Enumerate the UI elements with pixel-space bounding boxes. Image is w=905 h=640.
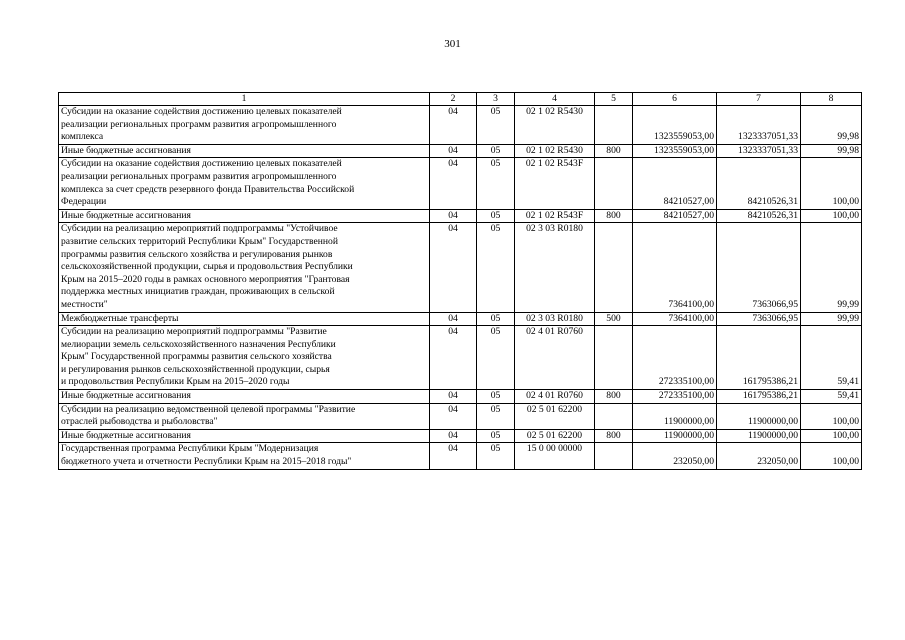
planned-amount-cell: 84210527,00	[633, 158, 717, 209]
executed-amount-cell: 84210526,31	[717, 158, 801, 209]
subsection-code-cell: 05	[477, 106, 515, 145]
column-header-5: 5	[595, 93, 633, 106]
table-row	[59, 326, 862, 390]
execution-percent-cell: 100,00	[801, 209, 862, 223]
section-code-cell: 04	[430, 106, 477, 145]
subsection-code-cell: 05	[477, 443, 515, 469]
row-name-cell: Иные бюджетные ассигнования	[59, 429, 430, 443]
planned-amount-cell: 272335100,00	[633, 390, 717, 404]
expense-type-cell	[595, 223, 633, 312]
section-code-cell: 04	[430, 158, 477, 209]
column-header-7: 7	[717, 93, 801, 106]
table-row	[59, 312, 862, 326]
planned-amount-cell: 11900000,00	[633, 429, 717, 443]
subsection-code-cell: 05	[477, 312, 515, 326]
execution-percent-cell: 59,41	[801, 326, 862, 390]
section-code-cell: 04	[430, 223, 477, 312]
target-article-cell: 02 3 03 R0180	[515, 223, 595, 312]
subsection-code-cell: 05	[477, 403, 515, 429]
table-body	[59, 93, 862, 470]
expense-type-cell: 800	[595, 144, 633, 158]
table-row	[59, 209, 862, 223]
column-header-8: 8	[801, 93, 862, 106]
page-number: 301	[444, 38, 461, 50]
subsection-code-cell: 05	[477, 326, 515, 390]
target-article-cell: 02 4 01 R0760	[515, 326, 595, 390]
executed-amount-cell: 7363066,95	[717, 312, 801, 326]
row-name-cell: Субсидии на реализацию мероприятий подпрограммы "Устойчивое развитие сельских территорий Республики Крым" Государственной программы развития сельского хозяйства и регулирования рынков сельскохозяйственной продукции, сырья и продовольствия Республики Крым на 2015–2020 годы в рамках основного мероприятия "Грантовая поддержка местных инициатив граждан, проживающих в сельской местности"	[59, 223, 430, 312]
row-name-cell: Иные бюджетные ассигнования	[59, 209, 430, 223]
planned-amount-cell: 272335100,00	[633, 326, 717, 390]
table-row	[59, 403, 862, 429]
executed-amount-cell: 11900000,00	[717, 403, 801, 429]
planned-amount-cell: 84210527,00	[633, 209, 717, 223]
table-row	[59, 390, 862, 404]
expense-type-cell	[595, 106, 633, 145]
executed-amount-cell: 7363066,95	[717, 223, 801, 312]
column-header-4: 4	[515, 93, 595, 106]
target-article-cell: 15 0 00 00000	[515, 443, 595, 469]
subsection-code-cell: 05	[477, 209, 515, 223]
execution-percent-cell: 99,99	[801, 223, 862, 312]
subsection-code-cell: 05	[477, 223, 515, 312]
expense-type-cell: 500	[595, 312, 633, 326]
row-name-cell: Иные бюджетные ассигнования	[59, 144, 430, 158]
subsection-code-cell: 05	[477, 144, 515, 158]
table-row	[59, 106, 862, 145]
planned-amount-cell: 1323559053,00	[633, 106, 717, 145]
header-row	[59, 93, 862, 106]
planned-amount-cell: 1323559053,00	[633, 144, 717, 158]
planned-amount-cell: 7364100,00	[633, 312, 717, 326]
planned-amount-cell: 11900000,00	[633, 403, 717, 429]
executed-amount-cell: 11900000,00	[717, 429, 801, 443]
target-article-cell: 02 5 01 62200	[515, 429, 595, 443]
row-name-cell: Субсидии на реализацию ведомственной целевой программы "Развитие отраслей рыбоводства и рыболовства"	[59, 403, 430, 429]
execution-percent-cell: 99,98	[801, 144, 862, 158]
table-row	[59, 429, 862, 443]
row-name-cell: Иные бюджетные ассигнования	[59, 390, 430, 404]
row-name-cell: Субсидии на оказание содействия достижению целевых показателей реализации региональных программ развития агропромышленного комплекса	[59, 106, 430, 145]
table-row	[59, 223, 862, 312]
expense-type-cell	[595, 326, 633, 390]
row-name-cell: Межбюджетные трансферты	[59, 312, 430, 326]
column-header-3: 3	[477, 93, 515, 106]
column-header-1: 1	[59, 93, 430, 106]
expense-type-cell	[595, 443, 633, 469]
table-row	[59, 158, 862, 209]
section-code-cell: 04	[430, 443, 477, 469]
row-name-cell: Субсидии на оказание содействия достижению целевых показателей реализации региональных программ развития агропромышленного комплекса за счет средств резервного фонда Правительства Российской Федерации	[59, 158, 430, 209]
section-code-cell: 04	[430, 144, 477, 158]
target-article-cell: 02 1 02 R5430	[515, 144, 595, 158]
expense-type-cell: 800	[595, 209, 633, 223]
table-row	[59, 144, 862, 158]
subsection-code-cell: 05	[477, 429, 515, 443]
subsection-code-cell: 05	[477, 158, 515, 209]
target-article-cell: 02 1 02 R543F	[515, 158, 595, 209]
execution-percent-cell: 99,99	[801, 312, 862, 326]
target-article-cell: 02 5 01 62200	[515, 403, 595, 429]
row-name-cell: Государственная программа Республики Крым "Модернизация бюджетного учета и отчетности Республики Крым на 2015–2018 годы"	[59, 443, 430, 469]
target-article-cell: 02 3 03 R0180	[515, 312, 595, 326]
executed-amount-cell: 232050,00	[717, 443, 801, 469]
execution-percent-cell: 59,41	[801, 390, 862, 404]
executed-amount-cell: 84210526,31	[717, 209, 801, 223]
execution-percent-cell: 100,00	[801, 158, 862, 209]
budget-table	[58, 92, 862, 470]
execution-percent-cell: 100,00	[801, 429, 862, 443]
target-article-cell: 02 1 02 R543F	[515, 209, 595, 223]
column-header-6: 6	[633, 93, 717, 106]
section-code-cell: 04	[430, 429, 477, 443]
column-header-2: 2	[430, 93, 477, 106]
executed-amount-cell: 161795386,21	[717, 326, 801, 390]
expense-type-cell: 800	[595, 429, 633, 443]
section-code-cell: 04	[430, 390, 477, 404]
executed-amount-cell: 1323337051,33	[717, 144, 801, 158]
execution-percent-cell: 100,00	[801, 403, 862, 429]
subsection-code-cell: 05	[477, 390, 515, 404]
section-code-cell: 04	[430, 403, 477, 429]
section-code-cell: 04	[430, 326, 477, 390]
expense-type-cell	[595, 158, 633, 209]
execution-percent-cell: 99,98	[801, 106, 862, 145]
expense-type-cell	[595, 403, 633, 429]
section-code-cell: 04	[430, 312, 477, 326]
planned-amount-cell: 7364100,00	[633, 223, 717, 312]
row-name-cell: Субсидии на реализацию мероприятий подпрограммы "Развитие мелиорации земель сельскохозяйственного назначения Республики Крым" Государственной программы развития сельского хозяйства и регулирования рынков сельскохозяйственной продукции, сырья и продовольствия Республики Крым на 2015–2020 годы	[59, 326, 430, 390]
planned-amount-cell: 232050,00	[633, 443, 717, 469]
section-code-cell: 04	[430, 209, 477, 223]
target-article-cell: 02 1 02 R5430	[515, 106, 595, 145]
executed-amount-cell: 1323337051,33	[717, 106, 801, 145]
execution-percent-cell: 100,00	[801, 443, 862, 469]
table-row	[59, 443, 862, 469]
expense-type-cell: 800	[595, 390, 633, 404]
target-article-cell: 02 4 01 R0760	[515, 390, 595, 404]
executed-amount-cell: 161795386,21	[717, 390, 801, 404]
